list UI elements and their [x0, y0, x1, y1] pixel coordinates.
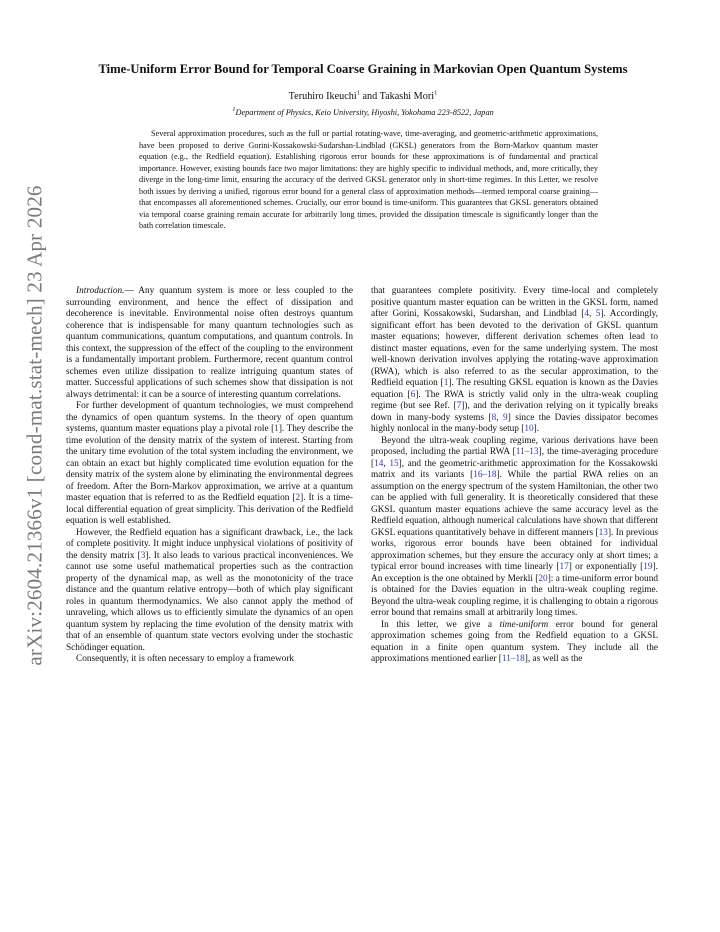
paragraph-text: ]. An exception is the one obtained by Merkli [	[371, 562, 658, 584]
paragraph-text: However, the Redfield equation has a significant drawback, i.e., the lack of complete positivity. It might induce unphysical violations of positivity of the density matrix [	[66, 527, 353, 561]
affiliation-marker: 1	[356, 89, 360, 97]
emphasis: time-uniform	[499, 619, 549, 630]
paragraph-text: In this letter, we give a	[381, 619, 500, 630]
paragraph-text: Consequently, it is often necessary to employ a framework	[76, 654, 295, 664]
paragraph-text: For further development of quantum technologies, we must comprehend the dynamics of open quantum systems. In the theory of open quantum systems, quantum master equations play a pivotal role [	[66, 401, 353, 434]
citation-separator: ,	[383, 458, 390, 469]
citation-link[interactable]: 3	[140, 550, 146, 561]
section-heading: Introduction.	[76, 286, 125, 296]
abstract-text: Several approximation procedures, such as the full or partial rotating-wave, time-averaging, and geometric-arithmetic approximations, have been proposed to derive Gorini-Kossakowski-Sudarshan-Lindblad (GKSL) generators from the Born-Markov quantum master equation (e.g., the Redfield equation). Establishing rigorous error bounds for these approximations is of fundamental and practical importance. However, existing bounds face two major limitations: they are highly specific to individual methods, and, more critically, they diverge in the long-time limit, ensuring the accuracy of the derived GKSL generator only in short-time regimes. In this Letter, we resolve both issues by deriving a unified, rigorous error bound for a general class of approximation methods—termed temporal coarse graining—that encompasses all aforementioned schemes. Crucially, our error bound is time-uniform. This guarantees that GKSL generators obtained via temporal coarse graining remain accurate for arbitrarily long times, provided the dissipation timescale is significantly longer than the bath correlation timescale.	[139, 129, 598, 231]
citation-link[interactable]: 5	[595, 309, 601, 319]
paragraph-text: ]. While the partial RWA relies on an assumption on the energy spectrum of the system Hamiltonian, the other two can be applied with full generality. It is theoretically considered that these GKSL quantum master equations achieve the same accuracy level as the Redfield equation, although numerical calculations have shown that different GKSL equations quantitatively behave in different manners [	[371, 470, 658, 538]
citation-link[interactable]: 8	[491, 412, 497, 423]
left-column	[66, 286, 353, 666]
citation-link[interactable]: 11–13	[515, 447, 539, 457]
paragraph-text: ], the time-averaging procedure [	[371, 447, 659, 469]
paragraph-text: ]. It is a time-local differential equation of great simplicity. This derivation of the Redfield equation is well established.	[66, 493, 354, 526]
author-name: Takashi Mori	[379, 91, 435, 102]
citation-link[interactable]: 19	[643, 562, 653, 572]
author-list	[60, 91, 666, 102]
paragraph-text: ].	[533, 424, 540, 434]
citation-link[interactable]: 6	[410, 389, 416, 400]
paragraph	[371, 436, 658, 620]
affiliation	[60, 108, 666, 117]
paragraph-text: that guarantees complete positivity. Every time-local and completely positive quantum master equation can be written in the GKSL form, named after Gorini, Kossakowski, Sudarshan, and Lindblad [	[371, 286, 658, 319]
citation-link[interactable]: 10	[524, 424, 534, 434]
citation-link[interactable]: 15	[389, 458, 399, 469]
citation-link[interactable]: 2	[295, 493, 301, 503]
citation-link[interactable]: 14	[374, 458, 384, 469]
citation-link[interactable]: 17	[559, 562, 569, 572]
citation-separator: ,	[496, 412, 504, 423]
affiliation-marker: 1	[434, 89, 438, 97]
paragraph-text: ]. They describe the time evolution of the density matrix of the system of interest. Starting from the unitary time evolution of the total system including the environment, we can obtain an exact but highly complicated time evolution equation for the density matrix of the system alone by eliminating the environmental degrees of freedom. After the Born-Markov approximation, we arrive at a quantum master equation that is referred to as the Redfield equation [	[66, 424, 353, 503]
paragraph-text: ]. It also leads to various practical inconveniences. We cannot use some useful mathematical properties such as the contraction property of the dynamical map, as well as the monotonicity of the trace distance and the quantum relative entropy—both of which play significant roles in quantum thermodynamics. We also cannot apply the method of unraveling, which allows us to efficiently simulate the dynamics of an open quantum system by replacing the time evolution of the density matrix with that of an ensemble of quantum state vectors evolving under the stochastic Schödinger equation.	[66, 550, 353, 653]
paragraph-text: ], and the geometric-arithmetic approximation for the Kossakowski matrix and its variants [	[371, 458, 658, 480]
author-name: Teruhiro Ikeuchi	[288, 91, 357, 102]
citation-link[interactable]: 11–18	[501, 654, 525, 664]
paragraph	[66, 528, 353, 655]
citation-separator: ,	[589, 309, 596, 319]
right-column	[371, 286, 658, 666]
paragraph	[66, 401, 353, 528]
author-conjunction: and	[362, 91, 378, 102]
paragraph	[66, 654, 353, 666]
affiliation-marker: 1	[232, 106, 236, 114]
paragraph-text: ]), and the derivation relying on it typically breaks down in many-body systems [	[371, 401, 658, 423]
paragraph-text: ] or exponentially [	[568, 562, 644, 572]
heading-dash: —	[124, 286, 139, 296]
paragraph-text: Beyond the ultra-weak coupling regime, various derivations have been proposed, including the partial RWA [	[371, 435, 658, 457]
citation-link[interactable]: 20	[538, 573, 548, 584]
paper-title: Time-Uniform Error Bound for Temporal Coarse Graining in Markovian Open Quantum Systems	[98, 62, 628, 76]
paragraph-text: error bound for general approximation schemes going from the Redfield equation to a GKSL equation in a finite open quantum system. They include all the approximations mentioned earlier [	[371, 619, 658, 664]
affiliation-text: Department of Physics, Keio University, Hiyoshi, Yokohama 223-8522, Japan	[235, 108, 494, 117]
paragraph-text: ] since the Davies dissipator becomes highly nonlocal in the many-body setup [	[371, 412, 658, 434]
paragraph	[371, 620, 658, 666]
paragraph	[371, 286, 658, 436]
abstract	[139, 128, 598, 232]
paragraph	[66, 286, 353, 401]
paragraph-text: ]. In previous works, rigorous error bounds have been obtained for individual approximation schemes, but they ensure the accuracy only at short times; a typical error bound increases with time linearly [	[371, 527, 658, 572]
paragraph-text: ], as well as the	[524, 654, 583, 664]
paragraph-text: ]. The resulting GKSL equation is known as the Davies equation [	[371, 378, 658, 400]
paragraph-text: Any quantum system is more or less coupled to the surrounding environment, and hence the effect of dissipation and decoherence is inevitable. Environmental noise often destroys quantum coherence that is indispensable for many quantum technologies such as quantum communications, quantum computations, and quantum controls. In this context, the suppression of the effect of the coupling to the environment is a fundamentally important problem. Furthermore, recent quantum control schemes even utilize dissipation to realize intriguing quantum states of matter. Successful applications of such schemes show that dissipation is not always detrimental: it can be a source of interesting quantum correlations.	[66, 286, 353, 400]
paragraph-text: ]. The RWA is strictly valid only in the ultra-weak coupling regime (but see Ref. [	[371, 389, 659, 411]
citation-link[interactable]: 4	[584, 309, 590, 319]
paragraph-text: ]. Accordingly, significant effort has been devoted to the derivation of GKSL quantum master equations; however, different derivation schemes often lead to distinct master equations, even for the same underlying system. The most well-known derivation involves applying the rotating-wave approximation (RWA), which is also referred to as the secular approximation, to the Redfield equation [	[371, 309, 658, 388]
citation-link[interactable]: 9	[503, 412, 508, 423]
citation-link[interactable]: 16–18	[473, 470, 497, 480]
citation-link[interactable]: 1	[274, 424, 279, 434]
arxiv-identifier: arXiv:2604.21366v1 [cond-mat.stat-mech] 23 Apr 2026	[22, 184, 47, 666]
citation-link[interactable]: 1	[443, 378, 449, 388]
paragraph-text: ]: a time-uniform error bound is obtained for the Davies equation in the ultra-weak coupling regime. Beyond the ultra-weak coupling regime, it is challenging to obtain a rigorous error bound that remains small at arbitrarily long times.	[371, 573, 658, 618]
arxiv-identifier-sidebar	[22, 184, 48, 666]
citation-link[interactable]: 13	[598, 527, 608, 538]
citation-link[interactable]: 7	[456, 401, 462, 411]
